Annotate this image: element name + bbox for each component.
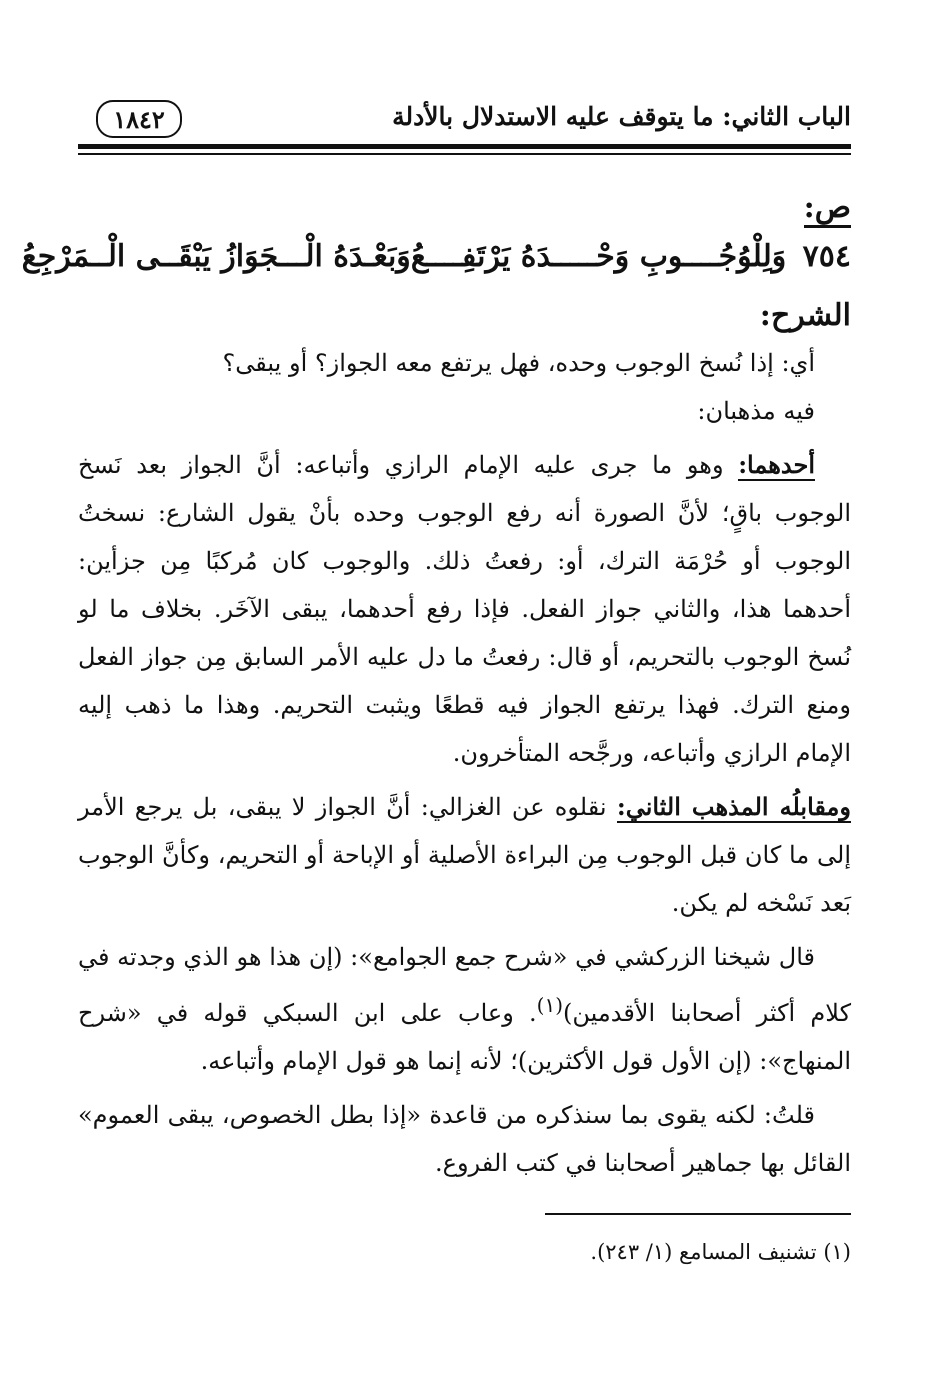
paragraph-5-rest: . وعاب على ابن السبكي قوله في «شرح المنهاج»: (إن الأول قول الأكثرين)؛ لأنه إنما هو قول الإمام وأتباعه. (78, 999, 851, 1075)
page-header (78, 98, 851, 142)
verse-first-half (411, 239, 851, 274)
page-body (21, 180, 851, 1187)
text-label-text: ص: (804, 190, 851, 228)
first-opinion-keyword: أحدهما: (738, 450, 815, 479)
verse-line (21, 239, 851, 274)
page-number: ١٨٤٢ (96, 100, 182, 138)
footnote-reference: (١) (536, 993, 563, 1017)
paragraph-4 (78, 783, 851, 927)
paragraph-6: قلتُ: لكنه يقوى بما سنذكره من قاعدة «إذا بطل الخصوص، يبقى العموم» القائل بها جماهير أصحابنا في كتب الفروع. (78, 1101, 851, 1177)
paragraph-3-text: وهو ما جرى عليه الإمام الرازي وأتباعه: أنَّ الجواز بعد نَسخ الوجوب باقٍ؛ لأنَّ الصورة أنه رفع الوجوب وحده بأنْ يقول الشارع: نسختُ الوجوب أو حُرْمَة الترك، أو: رفعتُ ذلك. والوجوب كان مُركبًا مِن جزأين: أحدهما هذا، والثاني جواز الفعل. فإذا رفع أحدهما، يبقى الآخَر. بخلاف ما لو نُسخ الوجوب بالتحريم، أو قال: رفعتُ ما دل عليه الأمر السابق مِن جواز الفعل ومنع الترك. فهذا يرتفع الجواز فيه قطعًا ويثبت التحريم. وهذا ما ذهب إليه الإمام الرازي وأتباعه، ورجَّحه المتأخرون. (78, 451, 851, 767)
header-rule-thin (78, 153, 851, 155)
footnote-rule (545, 1213, 851, 1215)
header-rule-thick (78, 144, 851, 149)
paragraph-4-text: نقلوه عن الغزالي: أنَّ الجواز لا يبقى، بل يرجع الأمر إلى ما كان قبل الوجوب مِن البراءة الأصلية أو الإباحة أو التحريم، وكأنَّ الوجوب بَعد نَسْخه لم يكن. (78, 793, 851, 917)
running-title: الباب الثاني: ما يتوقف عليه الاستدلال بالأدلة (392, 102, 851, 131)
verse-second-hemistich: وَبَعْـدَهُ الْـــجَوَازُ يَبْقَــى الْــمَرْجِعُ (21, 239, 411, 274)
paragraph-5 (78, 933, 851, 1085)
verse-first-hemistich: وَلِلْوُجُــــوبِ وَحْـــــدَهُ يَرْتَفِــــعُ (410, 239, 787, 274)
commentary-label: الشرح: (759, 298, 851, 333)
footnote: (١) تشنيف المسامع (١/ ٢٤٣). (590, 1240, 851, 1264)
paragraph-2: فيه مذهبان: (697, 397, 815, 425)
verse-number: ٧٥٤ (802, 239, 851, 274)
paragraph-5-text: قال شيخنا الزركشي في «شرح جمع الجوامع»: (إن هذا هو الذي وجدته في كلام أكثر أصحابنا الأقدمين) (78, 943, 851, 1027)
text-label (78, 190, 851, 225)
second-opinion-keyword: ومقابلُه المذهب الثاني: (616, 792, 851, 821)
paragraph-3 (78, 441, 851, 777)
paragraph-1: أي: إذا نُسخ الوجوب وحده، فهل يرتفع معه الجواز؟ أو يبقى؟ (222, 349, 815, 377)
